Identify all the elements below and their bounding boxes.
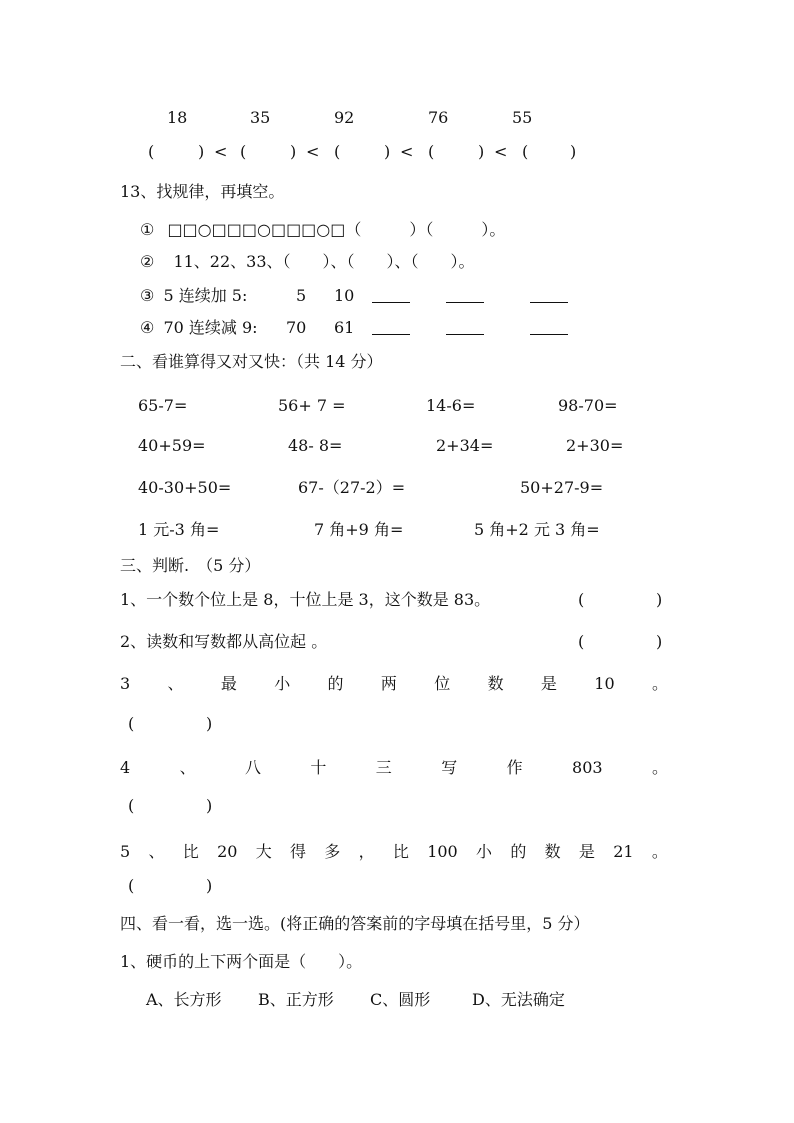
item-label: 5 连续加 5: xyxy=(163,286,248,305)
section-3-title: 三、判断. （5 分） xyxy=(120,556,261,575)
answer-bracket-close: ) xyxy=(656,590,663,609)
text-part: 、 xyxy=(179,758,196,777)
calc-item: 14-6= xyxy=(426,396,476,415)
text-part: 小 xyxy=(476,842,493,861)
less-than: < xyxy=(494,142,508,161)
fill-blank[interactable] xyxy=(530,320,568,335)
option-d[interactable]: D、无法确定 xyxy=(472,990,565,1009)
text-part: 4 xyxy=(120,758,131,777)
answer-bracket-open[interactable]: ( xyxy=(128,796,135,815)
text-part: 大 xyxy=(255,842,272,861)
answer-bracket-open[interactable]: ( xyxy=(578,590,585,609)
text-part: 多 xyxy=(324,842,341,861)
choice-q1: 1、硬币的上下两个面是（ ）。 xyxy=(120,952,363,971)
answer-bracket-close: ) xyxy=(206,876,213,895)
text-part: 的 xyxy=(327,674,344,693)
text-part: 803 xyxy=(572,758,603,777)
bracket-close: ) xyxy=(570,142,577,161)
calc-item: 1 元-3 角= xyxy=(138,520,220,539)
answer-bracket-close: ) xyxy=(206,714,213,733)
value: 10 xyxy=(334,286,355,305)
q13-item-3 xyxy=(140,286,247,306)
calc-item: 5 角+2 元 3 角= xyxy=(474,520,600,539)
section-2-title: 二、看谁算得又对又快：（共 14 分） xyxy=(120,352,383,371)
text-part: 小 xyxy=(274,674,291,693)
text-part: 。 xyxy=(651,674,668,693)
bracket-open: ( xyxy=(148,142,155,161)
number: 55 xyxy=(512,108,533,127)
text-part: 写 xyxy=(441,758,458,777)
calc-item: 56+ 7 = xyxy=(278,396,346,415)
text-part: 得 xyxy=(290,842,307,861)
number: 18 xyxy=(167,108,188,127)
fill-blank[interactable] xyxy=(530,288,568,303)
judge-q3 xyxy=(120,674,668,694)
item-number: ④ xyxy=(140,318,155,337)
judge-q4 xyxy=(120,758,668,778)
number: 76 xyxy=(428,108,449,127)
calc-item: 50+27-9= xyxy=(520,478,604,497)
pattern-text: □□○□□□○□□□○□（ ）（ ）。 xyxy=(167,220,506,239)
text-part: 、 xyxy=(148,842,165,861)
text-part: 。 xyxy=(651,842,668,861)
text-part: ， xyxy=(358,842,375,861)
text-part: 十 xyxy=(310,758,327,777)
q13-item-4 xyxy=(140,318,258,338)
judge-q5 xyxy=(120,842,668,862)
text-part: 八 xyxy=(244,758,261,777)
answer-bracket-open[interactable]: ( xyxy=(128,714,135,733)
item-number: ① xyxy=(140,220,155,239)
fill-blank[interactable] xyxy=(446,288,484,303)
text-part: 数 xyxy=(487,674,504,693)
text-part: 作 xyxy=(506,758,523,777)
bracket-close: ) xyxy=(198,142,205,161)
section-4-title: 四、看一看，选一选。(将正确的答案前的字母填在括号里，5 分） xyxy=(120,914,590,933)
text-part: 是 xyxy=(578,842,595,861)
calc-item: 2+30= xyxy=(566,436,624,455)
text-part: 两 xyxy=(380,674,397,693)
text-part: 3 xyxy=(120,674,131,693)
bracket-open: ( xyxy=(240,142,247,161)
calc-item: 48- 8= xyxy=(288,436,343,455)
calc-item: 7 角+9 角= xyxy=(314,520,404,539)
text-part: 比 xyxy=(392,842,409,861)
text-part: 位 xyxy=(434,674,451,693)
calc-item: 98-70= xyxy=(558,396,618,415)
text-part: 21 xyxy=(613,842,634,861)
calc-item: 65-7= xyxy=(138,396,188,415)
text-part: 、 xyxy=(167,674,184,693)
q13-item-2 xyxy=(140,252,475,272)
answer-bracket-open[interactable]: ( xyxy=(128,876,135,895)
number: 35 xyxy=(250,108,271,127)
bracket-open: ( xyxy=(522,142,529,161)
bracket-open: ( xyxy=(334,142,341,161)
value: 5 xyxy=(296,286,307,305)
item-number: ③ xyxy=(140,286,155,305)
option-a[interactable]: A、长方形 xyxy=(146,990,222,1009)
q13-item-1 xyxy=(140,220,505,240)
answer-bracket-close: ) xyxy=(206,796,213,815)
fill-blank[interactable] xyxy=(446,320,484,335)
judge-q2: 2、读数和写数都从高位起 。 xyxy=(120,632,328,651)
text-part: 比 xyxy=(182,842,199,861)
fill-blank[interactable] xyxy=(372,288,410,303)
item-number: ② xyxy=(140,252,155,271)
text-part: 最 xyxy=(220,674,237,693)
fill-blank[interactable] xyxy=(372,320,410,335)
pattern-text: 11、22、33、（ ）、（ ）、（ ）。 xyxy=(173,252,475,271)
value: 61 xyxy=(334,318,355,337)
text-part: 是 xyxy=(540,674,557,693)
bracket-close: ) xyxy=(290,142,297,161)
text-part: 数 xyxy=(544,842,561,861)
calc-item: 40+59= xyxy=(138,436,206,455)
q13-title: 13、找规律，再填空。 xyxy=(120,182,285,201)
value: 70 xyxy=(286,318,307,337)
bracket-close: ) xyxy=(478,142,485,161)
number: 92 xyxy=(334,108,355,127)
text-part: 的 xyxy=(510,842,527,861)
text-part: 20 xyxy=(217,842,238,861)
option-c[interactable]: C、圆形 xyxy=(370,990,431,1009)
less-than: < xyxy=(400,142,414,161)
bracket-open: ( xyxy=(428,142,435,161)
judge-q1: 1、一个数个位上是 8，十位上是 3，这个数是 83。 xyxy=(120,590,491,609)
item-label: 70 连续减 9: xyxy=(163,318,258,337)
text-part: 10 xyxy=(594,674,615,693)
calc-item: 67-（27-2）= xyxy=(298,478,406,497)
calc-item: 2+34= xyxy=(436,436,494,455)
text-part: 100 xyxy=(427,842,458,861)
text-part: 5 xyxy=(120,842,131,861)
calc-item: 40-30+50= xyxy=(138,478,232,497)
answer-bracket-open[interactable]: ( xyxy=(578,632,585,651)
answer-bracket-close: ) xyxy=(656,632,663,651)
option-b[interactable]: B、正方形 xyxy=(258,990,334,1009)
bracket-close: ) xyxy=(384,142,391,161)
text-part: 三 xyxy=(375,758,392,777)
less-than: < xyxy=(306,142,320,161)
less-than: < xyxy=(214,142,228,161)
text-part: 。 xyxy=(651,758,668,777)
